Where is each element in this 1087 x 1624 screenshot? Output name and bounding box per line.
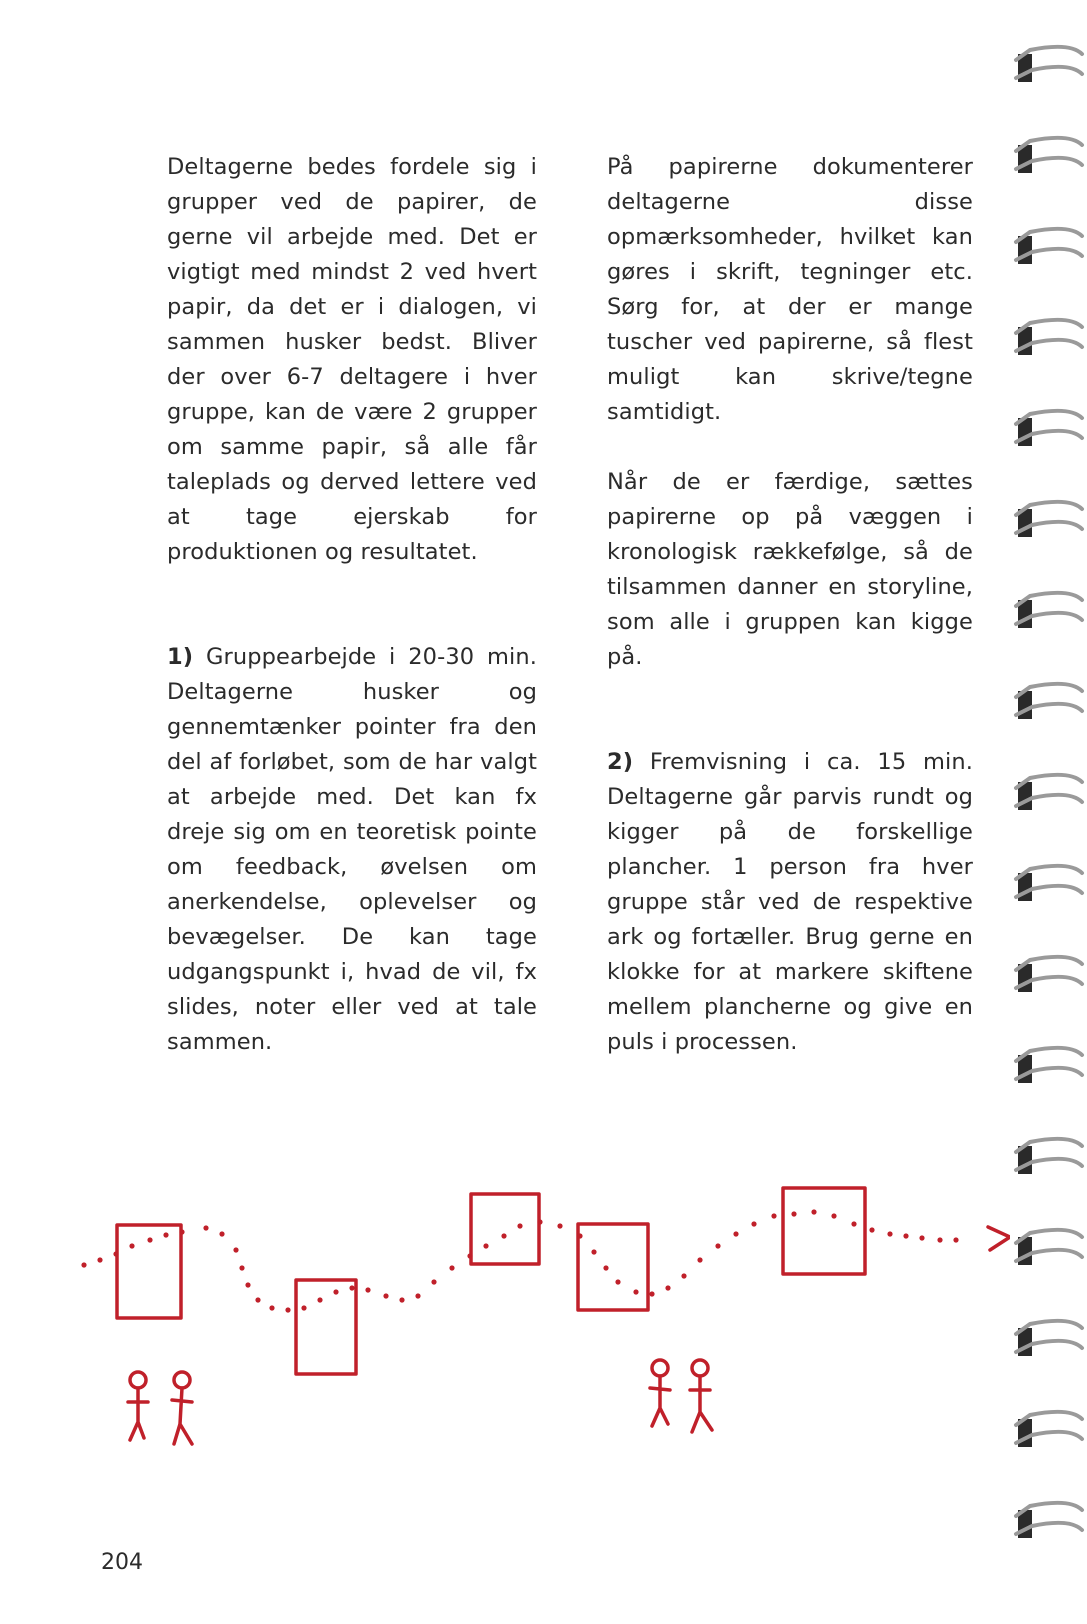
path-dot — [179, 1229, 184, 1234]
path-dot — [203, 1225, 208, 1230]
path-dot — [557, 1223, 562, 1228]
path-dot — [903, 1233, 908, 1238]
path-dot — [163, 1232, 168, 1237]
path-dot — [501, 1233, 506, 1238]
path-dot — [603, 1265, 608, 1270]
path-dot — [245, 1282, 250, 1287]
step-1-number: 1) — [167, 644, 194, 670]
step-1-paragraph — [167, 640, 537, 1060]
path-dot — [937, 1237, 942, 1242]
path-dot — [537, 1219, 542, 1224]
poster-4 — [578, 1224, 648, 1310]
path-dot — [665, 1285, 670, 1290]
path-dot — [467, 1253, 472, 1258]
storyline-paragraph: Når de er færdige, sættes papirerne op på væggen i kronologisk rækkefølge, så de tilsammen danner en storyline, som alle i gruppen kan kigge på. — [607, 469, 973, 670]
path-dot — [953, 1237, 958, 1242]
path-dot — [147, 1237, 152, 1242]
stick-figure — [690, 1360, 712, 1432]
path-dot — [383, 1293, 388, 1298]
poster-5 — [783, 1188, 865, 1274]
path-dot — [349, 1285, 354, 1290]
path-dot — [97, 1257, 102, 1262]
path-dot — [697, 1257, 702, 1262]
path-dot — [239, 1265, 244, 1270]
step-1-text: Gruppearbejde i 20-30 min. Deltagerne husker og gennemtænker pointer fra den del af forløbet, som de har valgt at arbejde med. Det kan fx dreje sig om en teoretisk pointe om feedback, øvelsen om anerkendelse, oplevelser og bevægelser. De kan tage udgangspunkt i, hvad de vil, fx slides, noter eller ved at tale sammen. — [167, 644, 537, 1055]
path-dot — [919, 1235, 924, 1240]
path-dot — [851, 1221, 856, 1226]
path-dot — [577, 1233, 582, 1238]
path-dot — [517, 1223, 522, 1228]
path-dot — [81, 1262, 86, 1267]
step-2-paragraph — [607, 745, 973, 1060]
path-dot — [715, 1243, 720, 1248]
path-dot — [285, 1307, 290, 1312]
path-dot — [591, 1249, 596, 1254]
path-dot — [615, 1279, 620, 1284]
path-dot — [317, 1297, 322, 1302]
path-dot — [483, 1243, 488, 1248]
left-text-column — [167, 150, 537, 1060]
path-dot — [811, 1209, 816, 1214]
path-dot — [219, 1231, 224, 1236]
path-dot — [771, 1213, 776, 1218]
path-dot — [733, 1231, 738, 1236]
spiral-binding — [1010, 0, 1087, 1624]
path-dot — [399, 1297, 404, 1302]
path-dot — [431, 1279, 436, 1284]
intro-paragraph: Deltagerne bedes fordele sig i grupper ved de papirer, de gerne vil arbejde med. Det er vigtigt med mindst 2 ved hvert papir, da det er i dialogen, vi sammen husker bedst. Bliver der over 6-7 deltagere i hver gruppe, kan de være 2 grupper om samme papir, så alle får taleplads og derved lettere ved at tage ejerskab for produktionen og resultatet. — [167, 154, 537, 565]
path-dot — [301, 1305, 306, 1310]
path-dot — [649, 1291, 654, 1296]
path-dot — [751, 1221, 756, 1226]
path-dot — [449, 1265, 454, 1270]
stick-figure — [128, 1372, 148, 1440]
path-dot — [633, 1289, 638, 1294]
right-text-column — [607, 150, 973, 1060]
path-dot — [869, 1227, 874, 1232]
poster-3 — [471, 1194, 539, 1264]
path-dot — [255, 1297, 260, 1302]
step-2-text: Fremvisning i ca. 15 min. Deltagerne går parvis rundt og kigger på de forskellige plancher. 1 person fra hver gruppe står ved de respektive ark og fortæller. Brug gerne en klokke for at markere skiftene mellem plancherne og give en puls i processen. — [607, 749, 973, 1055]
page-number: 204 — [101, 1550, 143, 1575]
path-dot — [129, 1243, 134, 1248]
poster-2 — [296, 1280, 356, 1374]
path-dot — [269, 1305, 274, 1310]
path-dot — [233, 1247, 238, 1252]
stick-figure — [172, 1372, 192, 1444]
documentation-paragraph: På papirerne dokumenterer deltagerne disse opmærksomheder, hvilket kan gøres i skrift, tegninger etc. Sørg for, at der er mange tuscher ved papirerne, så flest muligt kan skrive/tegne samtidigt. — [607, 154, 973, 425]
path-dot — [415, 1293, 420, 1298]
path-dot — [365, 1287, 370, 1292]
arrow-head — [988, 1227, 1010, 1250]
path-dot — [333, 1289, 338, 1294]
storyline-illustration — [0, 1170, 1010, 1470]
path-dot — [887, 1231, 892, 1236]
path-dot — [681, 1273, 686, 1278]
path-dot — [113, 1251, 118, 1256]
step-2-number: 2) — [607, 749, 634, 775]
path-dot — [831, 1213, 836, 1218]
path-dot — [791, 1211, 796, 1216]
stick-figure — [650, 1360, 670, 1426]
